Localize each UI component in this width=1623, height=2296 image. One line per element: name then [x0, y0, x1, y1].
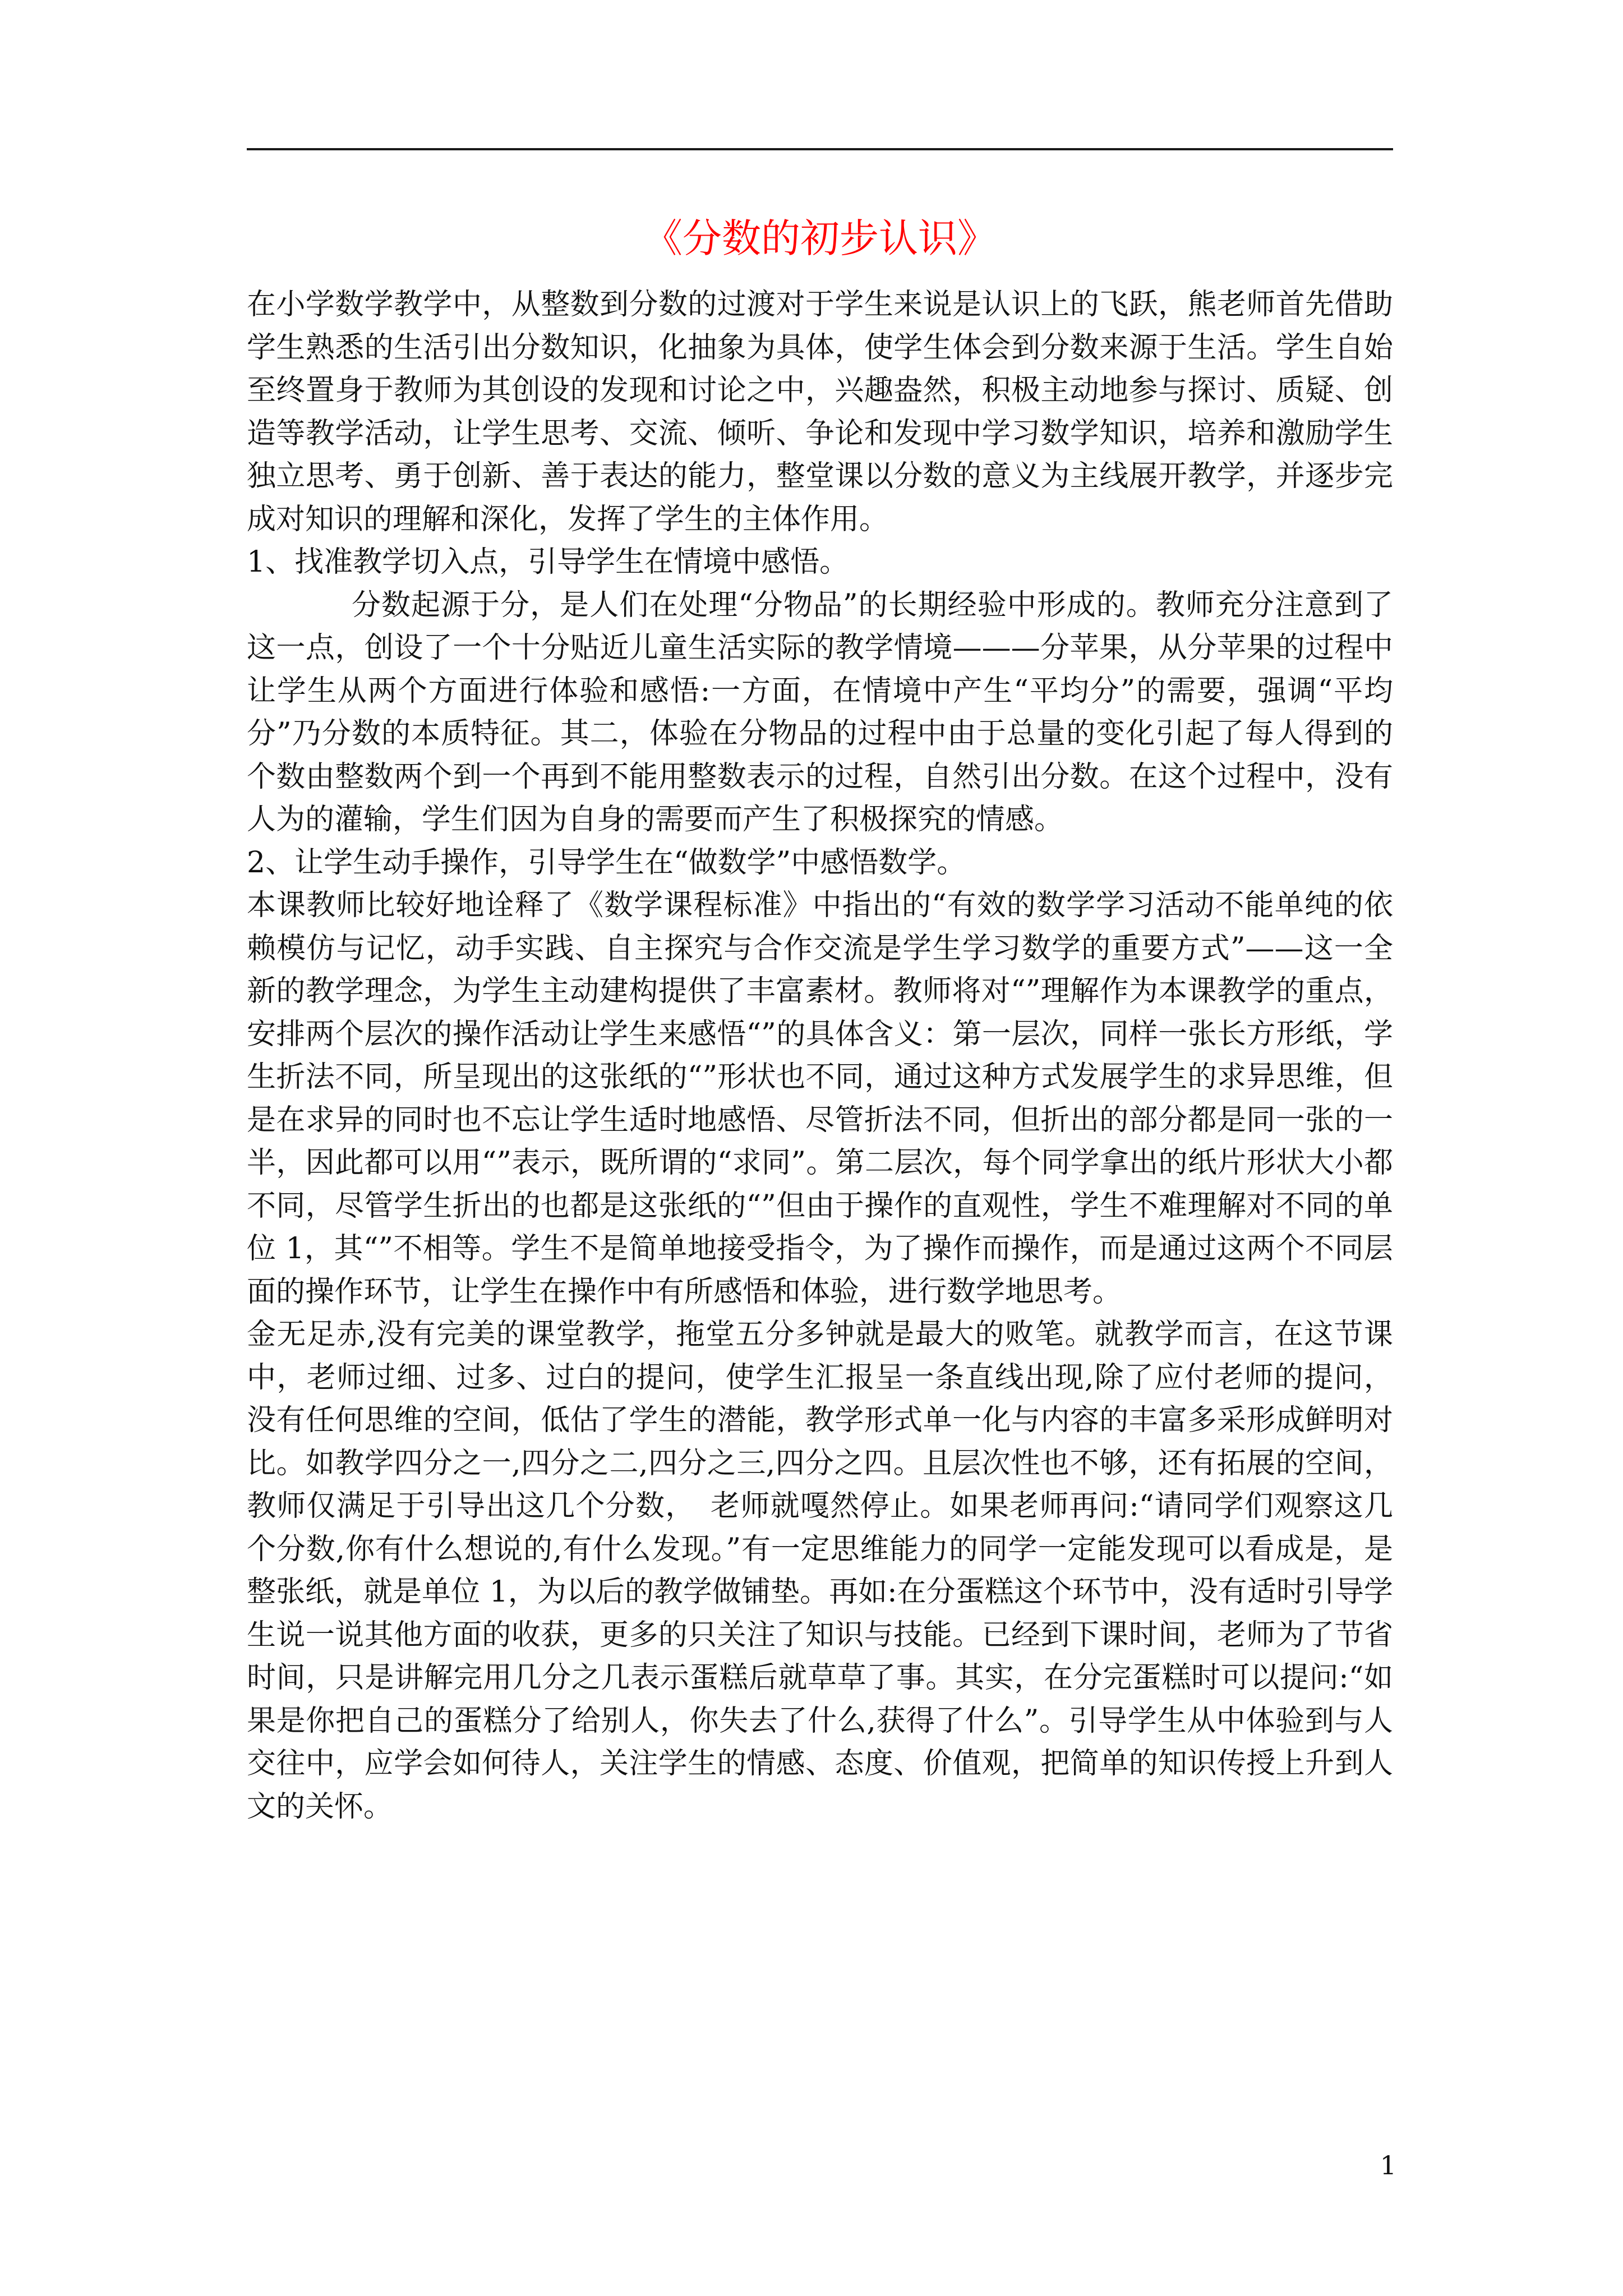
section-2-paragraph: 本课教师比较好地诠释了《数学课程标准》中指出的“有效的数学学习活动不能单纯的依赖模仿与记忆，动手实践、自主探究与合作交流是学生学习数学的重要方式”——这一全新的教学理念，为学生主动建构提供了丰富素材。教师将对“”理解作为本课教学的重点，安排两个层次的操作活动让学生来感悟“”的具体含义：第一层次，同样一张长方形纸，学生折法不同，所呈现出的这张纸的“”形状也不同，通过这种方式发展学生的求异思维，但是在求异的同时也不忘让学生适时地感悟、尽管折法不同，但折出的部分都是同一张的一半，因此都可以用“”表示，既所谓的“求同”。第二层次，每个同学拿出的纸片形状大小都不同，尽管学生折出的也都是这张纸的“”但由于操作的直观性，学生不难理解对不同的单位 1，其“”不相等。学生不是简单地接受指令，为了操作而操作，而是通过这两个不同层面的操作环节，让学生在操作中有所感悟和体验，进行数学地思考。 — [247, 889, 1393, 1309]
document-body — [247, 283, 1393, 1828]
header-rule — [247, 148, 1393, 150]
page-number: 1 — [1380, 2150, 1396, 2180]
section-1-heading: 1、找准教学切入点，引导学生在情境中感悟。 — [247, 545, 849, 579]
reflection-paragraph: 金无足赤,没有完美的课堂教学，拖堂五分多钟就是最大的败笔。就教学而言，在这节课中，老师过细、过多、过白的提问，使学生汇报呈一条直线出现,除了应付老师的提问，没有任何思维的空间，低估了学生的潜能，教学形式单一化与内容的丰富多采形成鲜明对比。如教学四分之一,四分之二,四分之三,四分之四。且层次性也不够，还有拓展的空间，教师仅满足于引导出这几个分数， 老师就嘎然停止。如果老师再问:“请同学们观察这几个分数,你有什么想说的,有什么发现。”有一定思维能力的同学一定能发现可以看成是，是整张纸，就是单位 1，为以后的教学做铺垫。再如:在分蛋糕这个环节中，没有适时引导学生说一说其他方面的收获，更多的只关注了知识与技能。已经到下课时间，老师为了节省时间，只是讲解完用几分之几表示蛋糕后就草草了事。其实，在分完蛋糕时可以提问:“如果是你把自己的蛋糕分了给别人，你失去了什么,获得了什么”。引导学生从中体验到与人交往中，应学会如何待人，关注学生的情感、态度、价值观，把简单的知识传授上升到人文的关怀。 — [247, 1318, 1393, 1824]
section-1-paragraph: 分数起源于分，是人们在处理“分物品”的长期经验中形成的。教师充分注意到了这一点，创设了一个十分贴近儿童生活实际的教学情境———分苹果，从分苹果的过程中让学生从两个方面进行体验和感悟:一方面，在情境中产生“平均分”的需要，强调“平均分”乃分数的本质特征。其二，体验在分物品的过程中由于总量的变化引起了每人得到的个数由整数两个到一个再到不能用整数表示的过程，自然引出分数。在这个过程中，没有人为的灌输，学生们因为自身的需要而产生了积极探究的情感。 — [247, 588, 1393, 836]
intro-paragraph: 在小学数学教学中，从整数到分数的过渡对于学生来说是认识上的飞跃，熊老师首先借助学生熟悉的生活引出分数知识，化抽象为具体，使学生体会到分数来源于生活。学生自始至终置身于教师为其创设的发现和讨论之中，兴趣盎然，积极主动地参与探讨、质疑、创造等教学活动，让学生思考、交流、倾听、争论和发现中学习数学知识，培养和激励学生独立思考、勇于创新、善于表达的能力，整堂课以分数的意义为主线展开教学，并逐步完成对知识的理解和深化，发挥了学生的主体作用。 — [247, 288, 1393, 536]
section-2-heading: 2、让学生动手操作，引导学生在“做数学”中感悟数学。 — [247, 845, 966, 880]
document-title: 《分数的初步认识》 — [643, 215, 997, 261]
